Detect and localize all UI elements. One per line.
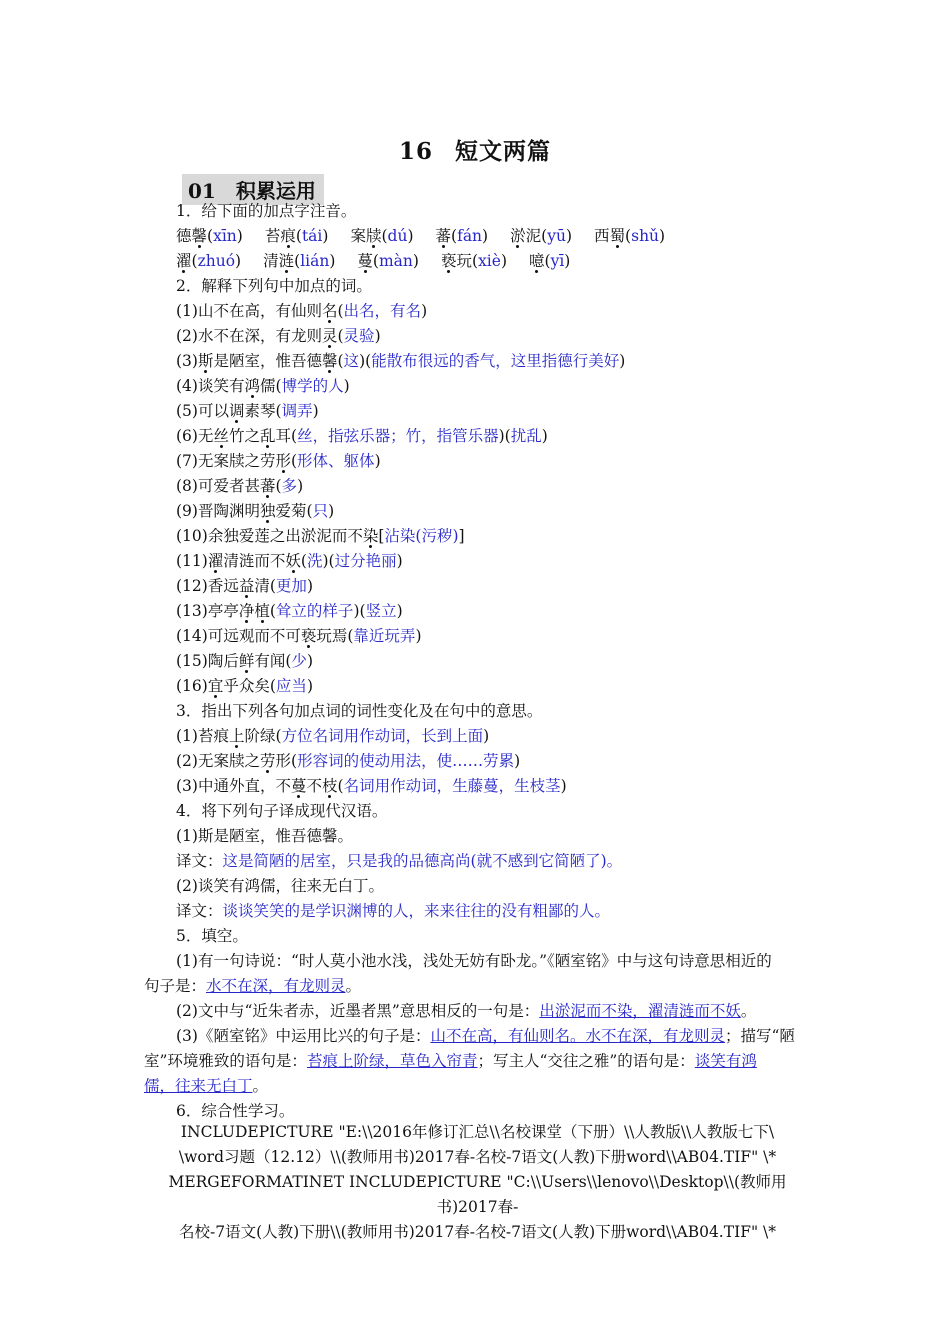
definition-answer: 过分艳丽 [334, 552, 397, 570]
paren: ) [374, 327, 381, 345]
pinyin-answer: shǔ [631, 227, 660, 245]
item-text: (8)可爱者甚 [176, 477, 260, 495]
lesson-title: 短文两篇 [455, 138, 551, 165]
paren: ( [337, 777, 344, 795]
q2-item [176, 524, 808, 549]
item-text: (12)香远 [176, 577, 239, 595]
q2-item [176, 674, 808, 699]
definition-answer: 形体、躯体 [297, 452, 375, 470]
pinyin-answer: xīn [213, 227, 237, 245]
field-code-line: INCLUDEPICTURE "E:\\2016年修订汇总\\名校课堂（下册）\\人教版\\人教版七下\ [180, 1123, 775, 1141]
field-code-line: MERGEFORMATINET INCLUDEPICTURE "C:\\Users\\lenovo\\Desktop\\(教师用书)2017春- [168, 1173, 787, 1216]
paren: ( [372, 252, 379, 270]
paren: ( [269, 602, 276, 620]
item-text: 清 [254, 577, 270, 595]
paren: ) [306, 677, 313, 695]
field-code-line: 名校-7语文(人教)下册\\(教师用书)2017春-名校-7语文(人教)下册word\\AB04.TIF" \* [179, 1223, 776, 1241]
definition-answer: 更加 [275, 577, 307, 595]
dotted-char: 痕 [280, 224, 296, 249]
q2-item [176, 499, 808, 524]
paren: ] [458, 527, 465, 545]
pinyin-item [510, 224, 572, 249]
item-text: 不 [306, 777, 322, 795]
dotted-char: 丝 [213, 424, 229, 449]
paren: ( [337, 302, 344, 320]
pinyin-answer: màn [378, 252, 413, 270]
definition-answer: 扰乱 [510, 427, 542, 445]
word-class-answer: 方位名词用作动词，长到上面 [281, 727, 484, 745]
dotted-char: 灵 [322, 324, 338, 349]
paren: ) [415, 627, 422, 645]
paren: ( [337, 327, 344, 345]
paren: ( [472, 252, 479, 270]
dotted-char: 上 [229, 724, 245, 749]
pinyin-item [441, 249, 507, 274]
word-text: 西 [594, 227, 610, 245]
dotted-char: 独 [260, 499, 276, 524]
q3-item [176, 724, 808, 749]
dotted-char: 净 [239, 599, 255, 624]
dotted-char: 亵 [301, 624, 317, 649]
word-class-answer: 形容词的使动用法，使……劳累 [297, 752, 515, 770]
paren: ( [275, 402, 282, 420]
item-text: 儒 [259, 377, 276, 395]
pinyin-item [436, 224, 489, 249]
paren: ( [275, 477, 282, 495]
paren: ( [544, 252, 551, 270]
item-text: 有闻 [254, 652, 286, 670]
q4-prompt: 4．将下列句子译成现代汉语。 [176, 802, 388, 820]
item-text: (3)中通外直，不 [176, 777, 291, 795]
item-text: 素琴 [244, 402, 276, 420]
item-text: 形 [275, 752, 291, 770]
dotted-char: 噫 [529, 249, 545, 274]
lesson-number: 16 [398, 138, 433, 165]
item-text: (2)无案牍之 [176, 752, 260, 770]
q5-text: 室”环境雅致的语句是： [144, 1052, 307, 1070]
paren: ) [421, 302, 428, 320]
pinyin-answer: yū [547, 227, 566, 245]
paren: ) [407, 227, 414, 245]
item-text: (10)余独爱莲之出淤泥而不 [176, 527, 363, 545]
q5-text: ；写主人“交往之雅”的语句是： [477, 1052, 695, 1070]
paren: ( [541, 227, 548, 245]
q2-item [176, 549, 808, 574]
dotted-char: 亵 [441, 249, 457, 274]
item-text: 乎众矣 [223, 677, 270, 695]
q3-prompt: 3．指出下列各句加点词的词性变化及在句中的意思。 [176, 702, 543, 720]
q2-item [176, 474, 808, 499]
dotted-char: 蜀 [610, 224, 626, 249]
dotted-char: 濯 [208, 549, 224, 574]
pinyin-answer: xiè [478, 252, 501, 270]
section-number: 01 [188, 179, 216, 203]
paren: ( [306, 502, 313, 520]
pinyin-item [265, 224, 329, 249]
pinyin-item [176, 249, 241, 274]
dotted-char: 植 [254, 599, 270, 624]
dotted-char: 馨 [322, 349, 338, 374]
pinyin-item [357, 249, 419, 274]
item-text: (5)可以 [176, 402, 229, 420]
paren: ) [659, 227, 666, 245]
paren: ) [306, 652, 313, 670]
q6-prompt: 6．综合性学习。 [176, 1102, 295, 1120]
item-text: (13)亭亭 [176, 602, 239, 620]
paren: ( [328, 552, 335, 570]
word-text: 清 [263, 252, 279, 270]
paren: ) [359, 352, 366, 370]
paren: ( [207, 227, 214, 245]
q5-text: 。 [345, 977, 362, 995]
pinyin-item [529, 249, 570, 274]
pinyin-item [176, 224, 243, 249]
item-text: 耳 [275, 427, 292, 445]
pinyin-answer: lián [300, 252, 330, 270]
paren: ( [359, 602, 366, 620]
item-text: (9)晋陶渊明 [176, 502, 260, 520]
section-title: 积累运用 [235, 179, 316, 203]
item-text: (16) [176, 677, 208, 695]
dotted-char: 涟 [279, 249, 295, 274]
pinyin-item [263, 249, 335, 274]
paren: ( [291, 427, 298, 445]
paren: ( [365, 352, 372, 370]
dotted-char: 淤 [510, 224, 526, 249]
paren: ) [498, 427, 505, 445]
q5-text: 。 [252, 1077, 269, 1095]
paren: ) [541, 427, 548, 445]
q2-items [176, 299, 808, 699]
paren: ( [295, 227, 302, 245]
paren: ) [329, 252, 336, 270]
dotted-char: 染 [363, 524, 379, 549]
q2-item [176, 574, 808, 599]
paren: ) [297, 477, 304, 495]
q5-part-3-line-1 [176, 1024, 808, 1049]
q5-part-2 [176, 999, 808, 1024]
q5-answer-2: 出淤泥而不染，濯清涟而不妖 [539, 1002, 741, 1020]
definition-answer: 出名，有名 [343, 302, 422, 320]
paren: ( [290, 452, 298, 470]
q5-text: ；描写“陋 [724, 1027, 795, 1045]
dotted-char: 蔓 [291, 774, 307, 799]
q5-part-1-line-2 [144, 974, 808, 999]
q4-translation-1 [176, 849, 808, 874]
translation-answer: 这是简陋的居室，只是我的品德高尚(就不感到它简陋了)。 [222, 852, 623, 870]
definition-answer: 沾染(污秽) [384, 527, 459, 545]
q3-item [176, 749, 808, 774]
q2-item [176, 649, 808, 674]
q2-item [176, 374, 808, 399]
dotted-char: 妖 [285, 549, 301, 574]
q2-prompt: 2．解释下列句中加点的词。 [176, 277, 372, 295]
item-text: (6)无 [176, 427, 214, 445]
paren: ) [500, 252, 507, 270]
paren: ( [291, 752, 298, 770]
item-text: (2)水不在深，有龙则 [176, 327, 322, 345]
definition-answer: 灵验 [343, 327, 375, 345]
q5-text: (2)文中与“近朱者赤，近墨者黑”意思相反的一句是： [176, 1002, 540, 1020]
item-text: (3) [176, 352, 198, 370]
paren: ) [322, 227, 329, 245]
dotted-char: 鸿 [244, 374, 260, 399]
dotted-char: 斯 [198, 349, 214, 374]
item-text: 清涟而不 [223, 552, 286, 570]
paren: ( [294, 252, 301, 270]
paren: ) [374, 452, 381, 470]
q5-text: 。 [740, 1002, 757, 1020]
paren: ( [451, 227, 458, 245]
paren: ( [191, 252, 198, 270]
pinyin-answer: tái [301, 227, 323, 245]
item-text: (1)苔痕 [176, 727, 229, 745]
definition-answer: 耸立的样子 [275, 602, 354, 620]
pinyin-answer: fán [457, 227, 483, 245]
dotted-char: 鲜 [239, 649, 255, 674]
paren: ( [381, 227, 388, 245]
item-text: (7)无案牍之劳 [176, 452, 276, 470]
q5-text: (3)《陋室铭》中运用比兴的句子是： [176, 1027, 431, 1045]
definition-answer: 少 [291, 652, 307, 670]
pinyin-item [594, 224, 665, 249]
paren: ) [560, 777, 567, 795]
pinyin-answer: dú [387, 227, 408, 245]
item-text: 是陋室，惟吾德 [213, 352, 322, 370]
paren: ( [504, 427, 511, 445]
paren: ) [343, 377, 350, 395]
paren: ) [328, 502, 335, 520]
q3-items [176, 724, 808, 799]
q2-item [176, 449, 808, 474]
pinyin-answer: zhuó [197, 252, 236, 270]
paren: ( [300, 552, 307, 570]
item-text: (14)可远观而不可 [176, 627, 301, 645]
exercise-content [144, 199, 808, 1124]
paren: ) [312, 402, 319, 420]
translation-label: 译文： [176, 852, 223, 870]
paren: ) [306, 577, 313, 595]
paren: ( [625, 227, 632, 245]
paren: ( [285, 652, 292, 670]
q1-pinyin-row-2 [176, 249, 808, 274]
item-text: 爱菊 [275, 502, 307, 520]
q4-sentence-2: (2)谈笑有鸿儒，往来无白丁。 [176, 877, 384, 895]
field-code-line: \word习题（12.12）\\(教师用书)2017春-名校-7语文(人教)下册word\\AB04.TIF" \* [178, 1148, 777, 1166]
q1-pinyin-row-1 [176, 224, 808, 249]
paren: ) [235, 252, 242, 270]
item-text: 玩焉 [316, 627, 348, 645]
paren: ( [337, 352, 344, 370]
word-text: 苔 [264, 227, 281, 245]
field-code-text [145, 1120, 810, 1245]
dotted-char: 名 [322, 299, 338, 324]
q5-answer-3c-part1: 谈笑有鸿 [694, 1052, 757, 1070]
paren: ) [564, 252, 571, 270]
q5-answer-3a: 山不在高，有仙则名。水不在深，有龙则灵 [430, 1027, 725, 1045]
paren: [ [378, 527, 385, 545]
definition-answer: 竖立 [365, 602, 397, 620]
translation-answer: 谈谈笑笑的是学识渊博的人，来来往往的没有粗鄙的人。 [222, 902, 611, 920]
pinyin-answer: yī [550, 252, 565, 270]
paren: ) [565, 227, 573, 245]
paren: ) [482, 227, 489, 245]
q1-prompt: 1．给下面的加点字注音。 [176, 202, 357, 220]
paren: ) [236, 227, 243, 245]
q2-item [176, 624, 808, 649]
definition-answer: 多 [281, 477, 298, 495]
definition-answer: 丝，指弦乐器；竹，指管乐器 [297, 427, 499, 445]
dotted-char: 蕃 [436, 224, 452, 249]
paren: ) [483, 727, 490, 745]
q2-item [176, 599, 808, 624]
paren: ) [353, 602, 360, 620]
paren: ) [619, 352, 626, 370]
definition-answer: 洗 [306, 552, 323, 570]
paren: ( [347, 627, 354, 645]
definition-answer: 调弄 [281, 402, 313, 420]
dotted-char: 枝 [322, 774, 338, 799]
item-text: (15)陶后 [176, 652, 239, 670]
dotted-char: 蕃 [260, 474, 276, 499]
dotted-char: 牍 [366, 224, 382, 249]
q5-part-3-line-2 [144, 1049, 808, 1074]
item-text: (1)山不在高，有仙则 [176, 302, 322, 320]
word-text: 泥 [525, 227, 542, 245]
dotted-char: 濯 [176, 249, 192, 274]
item-text: (11) [176, 552, 208, 570]
dotted-char: 蔓 [357, 249, 373, 274]
item-text: 阶绿 [244, 727, 276, 745]
q5-answer-3b: 苔痕上阶绿，草色入帘青 [306, 1052, 478, 1070]
q5-answer-3c-part2: 儒，往来无白丁 [144, 1077, 253, 1095]
page-title [0, 133, 950, 166]
definition-answer: 靠近玩弄 [353, 627, 416, 645]
paren: ( [269, 577, 276, 595]
dotted-char: 宜 [208, 674, 224, 699]
item-text: (4)谈笑有 [176, 377, 245, 395]
paren: ) [514, 752, 521, 770]
dotted-char: 馨 [192, 224, 208, 249]
q2-item [176, 324, 808, 349]
definition-answer: 博学的人 [281, 377, 344, 395]
pinyin-item [350, 224, 413, 249]
dotted-char: 调 [229, 399, 245, 424]
item-text: 竹之 [228, 427, 260, 445]
definition-answer: 能散布很远的香气，这里指德行美好 [371, 352, 620, 370]
word-text: 案 [350, 227, 366, 245]
q2-item [176, 299, 808, 324]
dotted-char: 乱 [260, 424, 276, 449]
paren: ( [275, 377, 282, 395]
paren: ) [396, 552, 403, 570]
paren: ( [275, 727, 282, 745]
dotted-char: 劳 [260, 749, 276, 774]
q5-answer-1: 水不在深，有龙则灵 [206, 977, 346, 995]
definition-answer: 这 [343, 352, 360, 370]
dotted-char: 形 [275, 449, 291, 474]
q3-item [176, 774, 808, 799]
q5-text: 句子是： [144, 977, 207, 995]
definition-answer: 应当 [275, 677, 307, 695]
paren: ) [322, 552, 329, 570]
translation-label: 译文： [176, 902, 223, 920]
word-class-answer: 名词用作动词，生藤蔓，生枝茎 [343, 777, 561, 795]
definition-answer: 只 [312, 502, 329, 520]
paren: ( [269, 677, 276, 695]
q4-translation-2 [176, 899, 808, 924]
word-text: 德 [176, 227, 192, 245]
paren: ) [412, 252, 419, 270]
paren: ) [396, 602, 403, 620]
q4-sentence-1: (1)斯是陋室，惟吾德馨。 [176, 827, 353, 845]
word-text: 玩 [456, 252, 472, 270]
q5-prompt: 5．填空。 [176, 927, 248, 945]
q5-part-1-line-1: (1)有一句诗说：“时人莫小池水浅，浅处无妨有卧龙。”《陋室铭》中与这句诗意思相近的 [176, 952, 772, 970]
q5-part-3-line-3 [144, 1074, 808, 1099]
q2-item [176, 399, 808, 424]
q2-item [176, 424, 808, 449]
dotted-char: 益 [239, 574, 255, 599]
q2-item [176, 349, 808, 374]
